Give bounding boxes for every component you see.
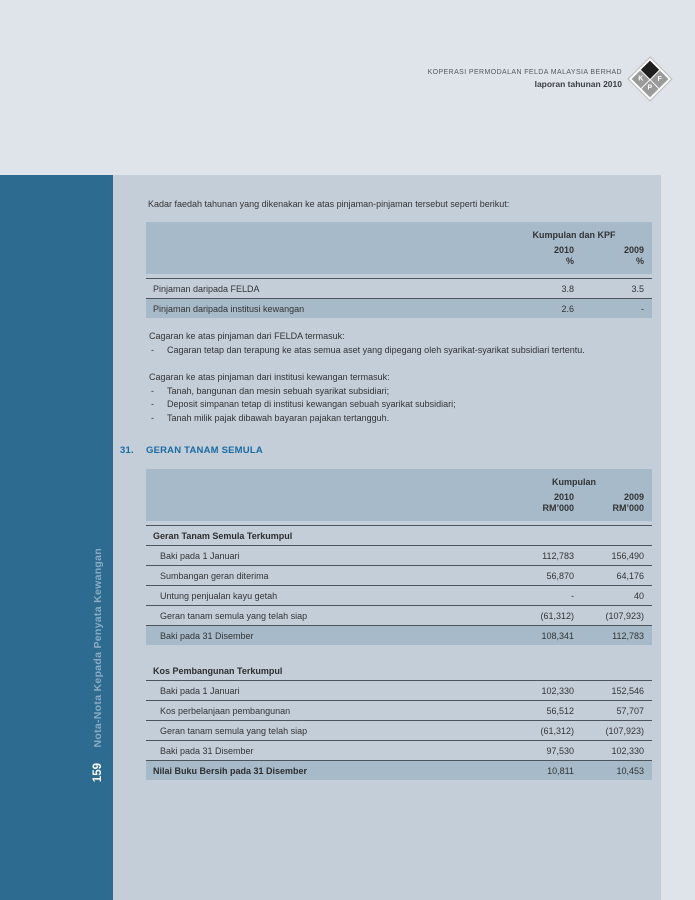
row-value-2010: 10,811 [547, 765, 574, 776]
row-label: Kos perbelanjaan pembangunan [160, 705, 291, 716]
row-label: Baki pada 1 Januari [160, 550, 240, 561]
row-label: Kos Pembangunan Terkumpul [153, 665, 283, 676]
column-header-2009 [574, 245, 644, 267]
row-value-2010: 2.6 [561, 303, 574, 314]
table-row [146, 741, 652, 761]
logo-letter-k: K [637, 75, 643, 83]
note-item-text: Deposit simpanan tetap di institusi kewangan sebuah syarikat subsidiari; [167, 399, 456, 409]
table-row [146, 279, 652, 299]
interest-rate-table-header [146, 222, 652, 274]
kpf-logo-icon [629, 58, 671, 100]
row-value-2009: 152,546 [611, 685, 644, 696]
report-title-text: laporan tahunan [534, 79, 601, 89]
security-notes [146, 330, 652, 425]
year-column-headers [146, 245, 644, 267]
note-title: Cagaran ke atas pinjaman dari FELDA termasuk: [149, 331, 345, 341]
column-header-2009 [574, 492, 644, 514]
column-year: 2010 [553, 492, 574, 502]
table-section-header-row [146, 661, 652, 681]
row-value-2010: 3.8 [561, 283, 574, 294]
column-year: 2009 [623, 245, 644, 255]
replanting-grant-table [146, 469, 652, 780]
column-header-2010 [504, 245, 574, 267]
note-item [146, 412, 652, 426]
section-number: 31. [120, 445, 134, 456]
row-label: Baki pada 31 Disember [160, 630, 254, 641]
row-value-2009: (107,923) [605, 725, 644, 736]
row-value-2009: 112,783 [612, 630, 644, 641]
note-item [146, 344, 652, 358]
note-title: Cagaran ke atas pinjaman dari institusi kewangan termasuk: [149, 372, 390, 382]
table-row [146, 761, 652, 780]
logo-letter-f: F [657, 75, 662, 83]
interest-rate-table [146, 222, 652, 318]
bullet-dash: - [151, 385, 154, 396]
column-year: 2009 [623, 492, 644, 502]
group-column-header: Kumpulan dan KPF [532, 230, 616, 240]
row-value-2009: 156,490 [611, 550, 644, 561]
note-block [146, 330, 652, 357]
bullet-dash: - [151, 399, 154, 409]
row-value-2010: (61,312) [540, 610, 574, 621]
replanting-grant-table-body [146, 526, 652, 780]
table-row [146, 566, 652, 586]
row-label: Pinjaman daripada FELDA [153, 283, 260, 294]
row-label: Untung penjualan kayu getah [160, 590, 278, 601]
row-value-2010: - [571, 590, 574, 601]
section-title: GERAN TANAM SEMULA [146, 445, 263, 456]
table-row [146, 681, 652, 701]
row-value-2009: 40 [633, 590, 644, 601]
report-year: 2010 [603, 79, 622, 89]
row-label: Geran tanam semula yang telah siap [160, 725, 308, 736]
row-value-2009: 102,330 [611, 745, 644, 756]
intro-paragraph: Kadar faedah tahunan yang dikenakan ke atas pinjaman-pinjaman tersebut seperti berikut: [148, 199, 510, 209]
note-item-text: Cagaran tetap dan terapung ke atas semua aset yang dipegang oleh syarikat-syarikat subsidiari tertentu. [167, 344, 585, 355]
table-row [146, 546, 652, 566]
column-unit: % [635, 256, 644, 266]
note-block [146, 371, 652, 425]
row-label: Nilai Buku Bersih pada 31 Disember [153, 765, 308, 776]
row-value-2009: (107,923) [605, 610, 644, 621]
row-value-2010: 56,870 [546, 570, 574, 581]
row-value-2010: 102,330 [541, 685, 574, 696]
table-row [146, 299, 652, 318]
row-label: Baki pada 1 Januari [160, 685, 240, 696]
row-value-2009: 64,176 [616, 570, 644, 581]
row-label: Baki pada 31 Disember [160, 745, 254, 756]
replanting-grant-table-header [146, 469, 652, 521]
row-value-2009: 57,707 [616, 705, 644, 716]
logo-letter-p: P [647, 85, 653, 93]
year-column-headers [146, 492, 644, 514]
table-row [146, 586, 652, 606]
chapter-sidebar [0, 175, 113, 900]
report-header-text [428, 69, 622, 89]
column-unit: RM’000 [542, 503, 574, 513]
interest-rate-table-body [146, 279, 652, 318]
section-heading [120, 445, 652, 456]
page-number: 159 [92, 762, 104, 782]
note-item [146, 398, 652, 412]
column-year: 2010 [553, 245, 574, 255]
bullet-dash: - [151, 344, 154, 355]
notes-content-panel [113, 175, 661, 900]
table-section-gap [146, 645, 652, 661]
column-header-2010 [504, 492, 574, 514]
column-unit: % [565, 256, 574, 266]
row-value-2009: 3.5 [631, 283, 644, 294]
note-item [146, 385, 652, 399]
row-label: Sumbangan geran diterima [160, 570, 269, 581]
table-section-header-row [146, 526, 652, 546]
chapter-title-vertical: Nota-Nota Kepada Penyata Kewangan [92, 548, 104, 748]
table-row [146, 721, 652, 741]
table-row [146, 606, 652, 626]
row-value-2009: 10,453 [616, 765, 644, 776]
row-label: Geran Tanam Semula Terkumpul [153, 530, 293, 541]
row-value-2010: 108,341 [541, 630, 574, 641]
column-unit: RM’000 [612, 503, 644, 513]
report-header [428, 58, 671, 100]
row-value-2009: - [641, 303, 644, 314]
row-value-2010: 112,783 [542, 550, 574, 561]
report-title [428, 79, 622, 89]
row-value-2010: (61,312) [540, 725, 574, 736]
row-value-2010: 56,512 [546, 705, 574, 716]
table-row [146, 701, 652, 721]
note-item-text: Tanah, bangunan dan mesin sebuah syarikat subsidiari; [167, 385, 390, 396]
bullet-dash: - [151, 412, 154, 423]
row-label: Geran tanam semula yang telah siap [160, 610, 308, 621]
kpf-logo-grid [629, 58, 671, 100]
row-value-2010: 97,530 [546, 745, 574, 756]
table-row [146, 626, 652, 645]
company-name: KOPERASI PERMODALAN FELDA MALAYSIA BERHAD [427, 69, 622, 76]
group-column-header: Kumpulan [552, 477, 596, 487]
row-label: Pinjaman daripada institusi kewangan [153, 303, 305, 314]
note-item-text: Tanah milik pajak dibawah bayaran pajakan tertangguh. [167, 412, 390, 423]
